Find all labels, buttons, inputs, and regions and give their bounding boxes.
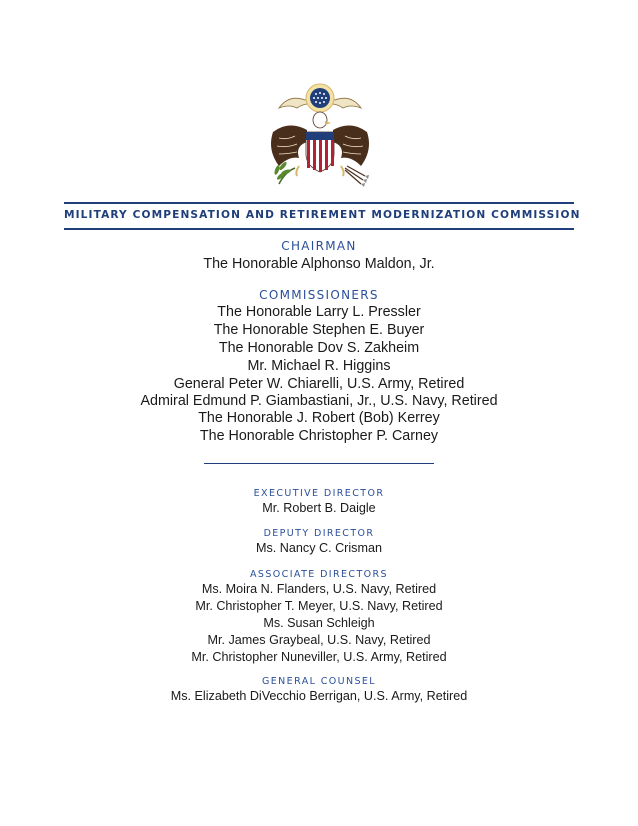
chairman-heading: CHAIRMAN [281,239,357,253]
deputy-director-name: Ms. Nancy C. Crisman [256,541,382,555]
associate-director-name: Ms. Moira N. Flanders, U.S. Navy, Retired [201,582,437,596]
great-seal-eagle-icon [259,80,381,192]
banner-top-rule [64,202,574,204]
commissioners-heading: COMMISSIONERS [259,288,379,302]
commissioner-name: The Honorable Larry L. Pressler [217,304,421,320]
associate-director-name: Ms. Susan Schleigh [263,616,375,630]
banner-bottom-rule [64,228,574,230]
commission-name: MILITARY COMPENSATION AND RETIREMENT MODERNIZATION COMMISSION [64,209,581,221]
commissioner-name: The Honorable Christopher P. Carney [199,428,439,444]
commissioner-name: General Peter W. Chiarelli, U.S. Army, Retired [173,376,465,392]
general-counsel-name: Ms. Elizabeth DiVecchio Berrigan, U.S. Army, Retired [170,689,468,703]
commissioner-name: Mr. Michael R. Higgins [247,358,391,374]
executive-director-name: Mr. Robert B. Daigle [262,501,376,515]
commissioner-name: Admiral Edmund P. Giambastiani, Jr., U.S. Navy, Retired [140,393,498,409]
executive-director-heading: EXECUTIVE DIRECTOR [253,488,385,499]
general-counsel-heading: GENERAL COUNSEL [262,676,376,687]
associate-director-name: Mr. Christopher Nuneviller, U.S. Army, Retired [191,650,447,664]
deputy-director-heading: DEPUTY DIRECTOR [263,528,375,539]
commissioner-name: The Honorable J. Robert (Bob) Kerrey [198,410,440,426]
associate-directors-heading: ASSOCIATE DIRECTORS [250,569,388,580]
chairman-name: The Honorable Alphonso Maldon, Jr. [203,256,435,272]
commissioner-name: The Honorable Stephen E. Buyer [213,322,425,338]
associate-director-name: Mr. James Graybeal, U.S. Navy, Retired [207,633,431,647]
commissioner-name: The Honorable Dov S. Zakheim [218,340,420,356]
associate-director-name: Mr. Christopher T. Meyer, U.S. Navy, Retired [195,599,443,613]
section-divider [204,463,434,464]
